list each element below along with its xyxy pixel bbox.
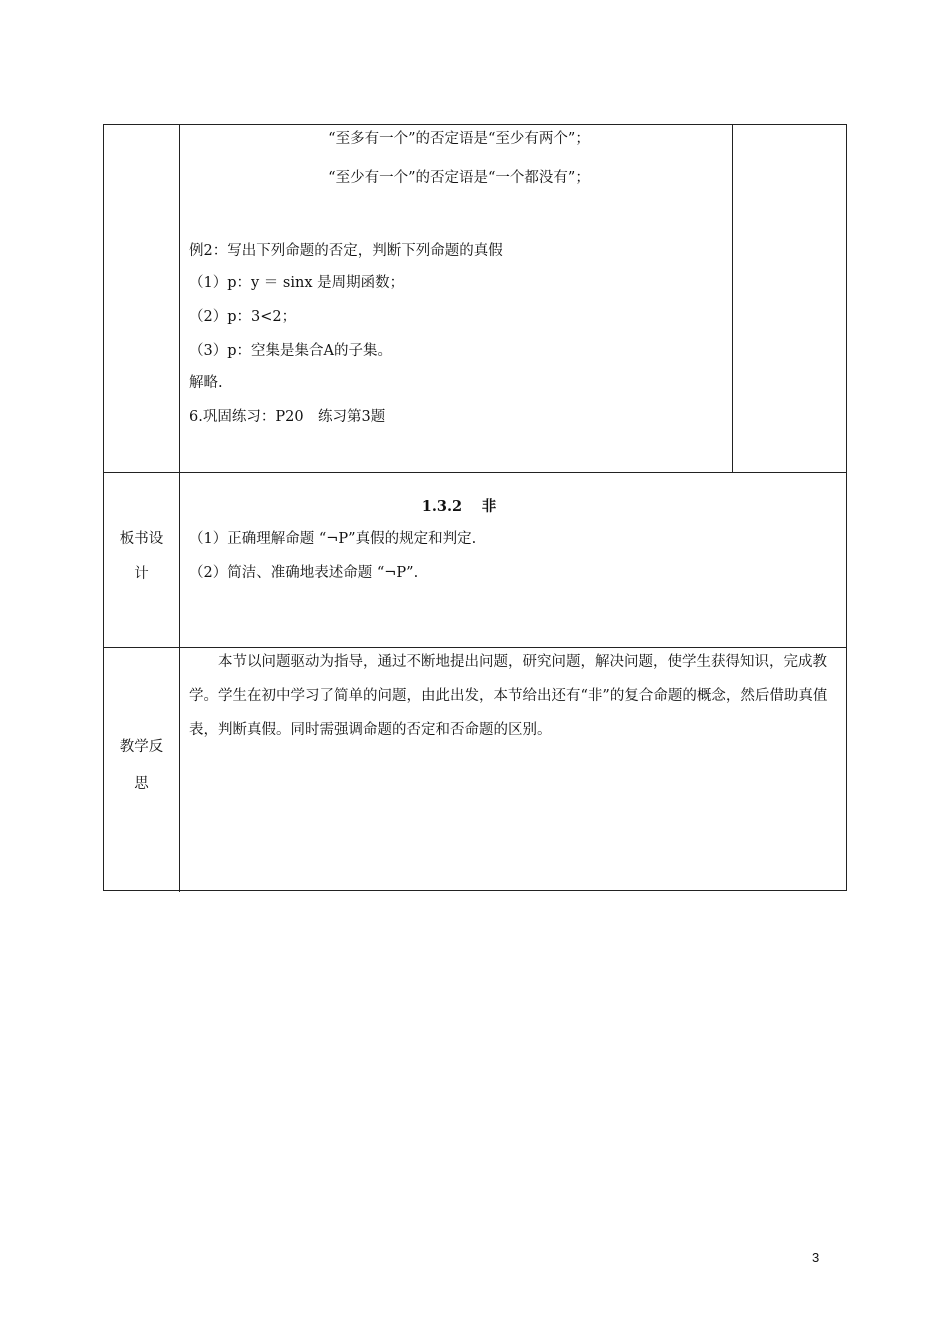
reflection-label-2: 思 [134,776,149,792]
negation-note-2: “至少有一个”的否定语是“一个都没有”； [328,170,590,186]
row-divider-1 [104,472,846,473]
lesson-table [103,124,847,891]
example-item-3: （3）p：空集是集合A的子集。 [189,343,392,359]
column-divider-right [732,125,733,472]
board-item-1: （1）正确理解命题 “¬P”真假的规定和判定. [189,531,477,547]
board-item-2: （2）简洁、准确地表述命题 “¬P”. [189,565,419,581]
column-divider-left [179,125,180,892]
board-design-label-2: 计 [134,566,149,582]
page-number: 3 [812,1250,820,1265]
reflection-label-1: 教学反 [119,739,164,755]
example-item-2: （2）p：3<2； [189,309,297,325]
reflection-text: 本节以问题驱动为指导，通过不断地提出问题，研究问题，解决问题，使学生获得知识，完成教学。学生在初中学习了简单的问题，由此出发，本节给出还有“非”的复合命题的概念，然后借助真值表，判断真假。同时需强调命题的否定和否命题的区别。 [189,654,828,738]
negation-note-1: “至多有一个”的否定语是“至少有两个”； [328,131,590,147]
example-2-heading: 例2：写出下列命题的否定，判断下列命题的真假 [189,243,503,259]
board-title: 1.3.2 非 [421,498,497,515]
solution-text: 解略. [189,375,223,391]
practice-text: 6.巩固练习：P20 练习第3题 [189,409,386,425]
example-item-1: （1）p：y ＝ sinx 是周期函数； [189,275,405,291]
board-design-label-1: 板书设 [119,531,164,547]
